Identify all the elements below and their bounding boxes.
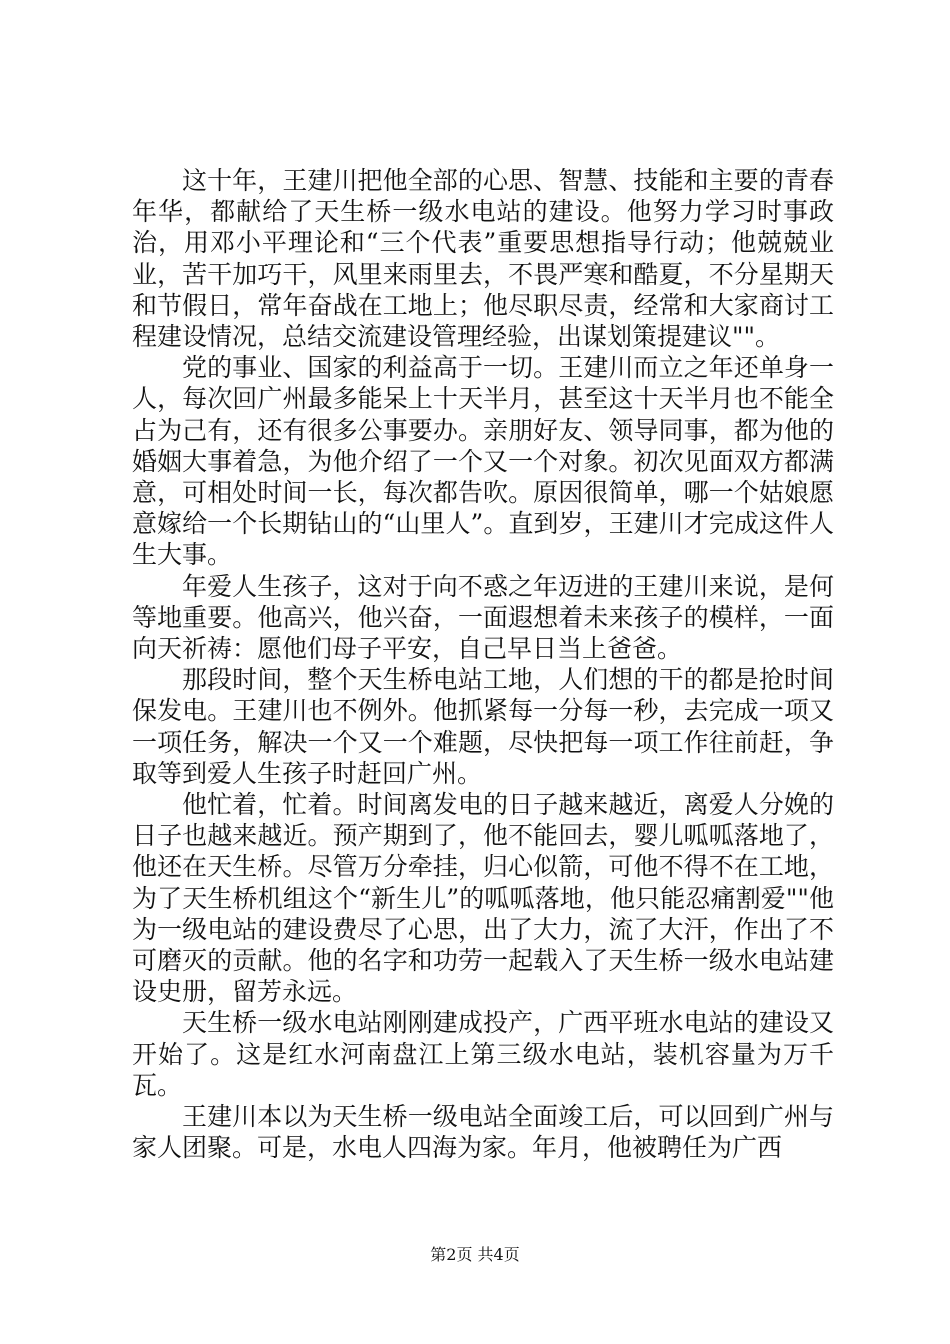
paragraph: 这十年，王建川把他全部的心思、智慧、技能和主要的青春年华，都献给了天生桥一级水电站的建设。他努力学习时事政治，用邓小平理论和“三个代表”重要思想指导行动；他兢兢业业，苦干加巧干，风里来雨里去，不畏严寒和酷夏，不分星期天和节假日，常年奋战在工地上；他尽职尽责，经常和大家商讨工程建设情况，总结交流建设管理经验，出谋划策提建议""。 — [132, 166, 834, 352]
page-footer: 第2页 共4页 — [430, 1245, 520, 1264]
paragraph: 那段时间，整个天生桥电站工地，人们想的干的都是抢时间保发电。王建川也不例外。他抓紧每一分每一秒，去完成一项又一项任务，解决一个又一个难题，尽快把每一项工作往前赶，争取等到爱人生孩子时赶回广州。 — [132, 665, 834, 788]
paragraph: 年爱人生孩子，这对于向不惑之年迈进的王建川来说，是何等地重要。他高兴，他兴奋，一面遐想着未来孩子的模样，一面向天祈祷：愿他们母子平安，自己早日当上爸爸。 — [132, 571, 834, 664]
paragraph: 王建川本以为天生桥一级电站全面竣工后，可以回到广州与家人团聚。可是，水电人四海为家。年月，他被聘任为广西 — [132, 1102, 834, 1163]
paragraph: 党的事业、国家的利益高于一切。王建川而立之年还单身一人，每次回广州最多能呆上十天半月，甚至这十天半月也不能全占为己有，还有很多公事要办。亲朋好友、领导同事，都为他的婚姻大事着急，为他介绍了一个又一个对象。初次见面双方都满意，可相处时间一长，每次都告吹。原因很简单，哪一个姑娘愿意嫁给一个长期钻山的“山里人”。直到岁，王建川才完成这件人生大事。 — [132, 353, 834, 570]
document-body — [132, 165, 834, 1164]
paragraph: 他忙着，忙着。时间离发电的日子越来越近，离爱人分娩的日子也越来越近。预产期到了，他不能回去，婴儿呱呱落地了，他还在天生桥。尽管万分牵挂，归心似箭，可他不得不在工地，为了天生桥机组这个“新生儿”的呱呱落地，他只能忍痛割爱""他为一级电站的建设费尽了心思，出了大力，流了大汗，作出了不可磨灭的贡献。他的名字和功劳一起载入了天生桥一级水电站建设史册，留芳永远。 — [132, 790, 834, 1007]
paragraph: 天生桥一级水电站刚刚建成投产，广西平班水电站的建设又开始了。这是红水河南盘江上第三级水电站，装机容量为万千瓦。 — [132, 1008, 834, 1100]
